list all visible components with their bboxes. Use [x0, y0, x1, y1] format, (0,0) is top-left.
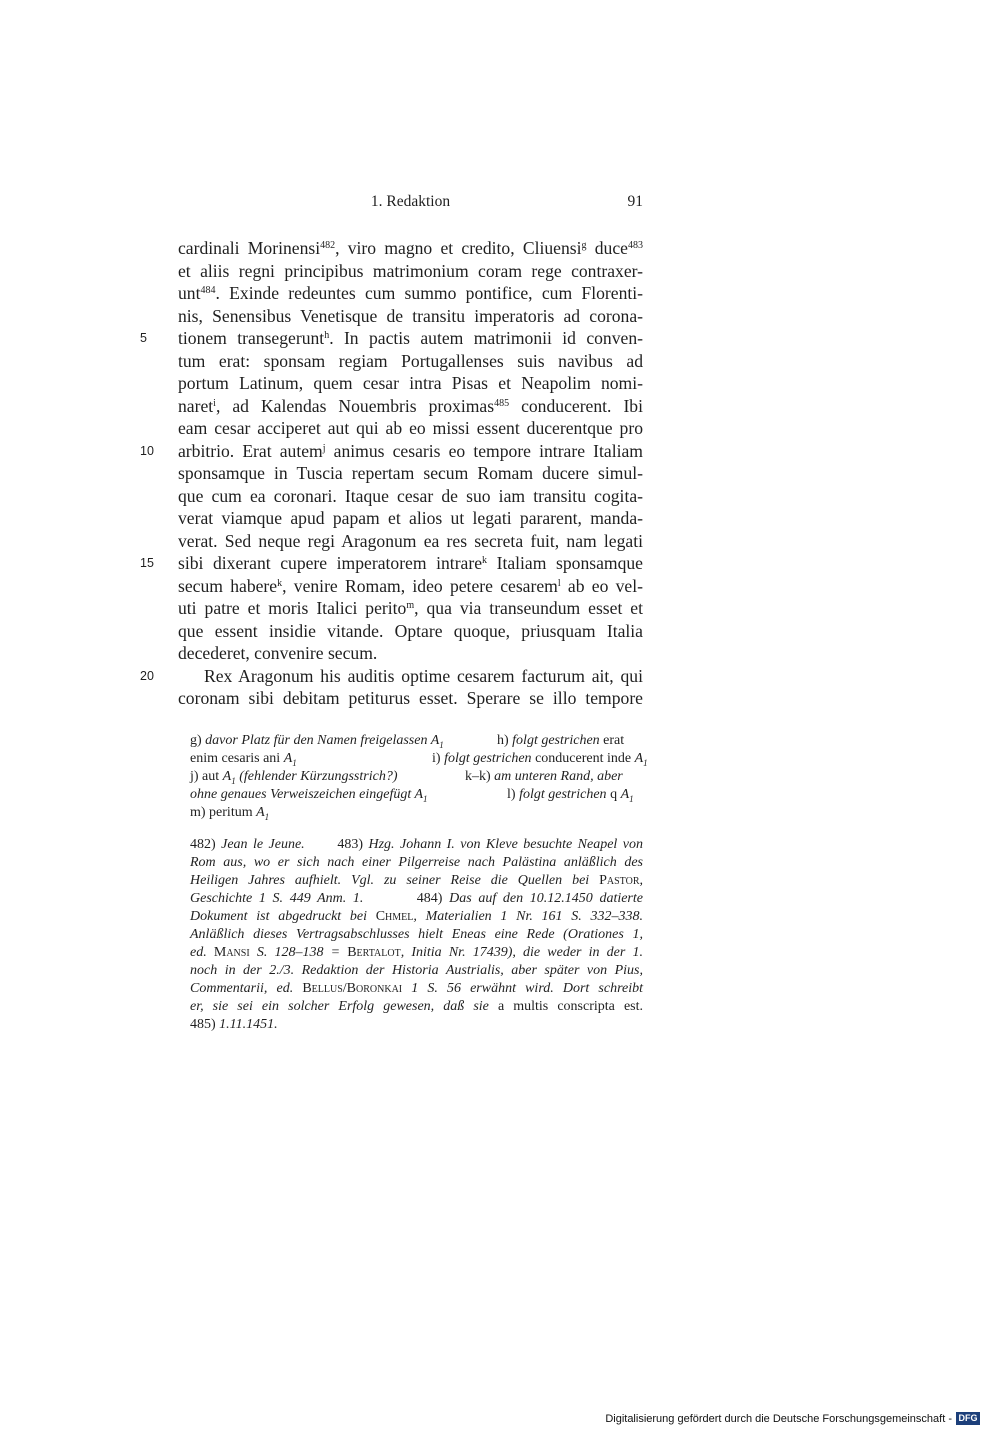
italic-run: ed. [190, 945, 214, 960]
line-number: 5 [140, 331, 147, 345]
manuscript-siglum-index: 1 [231, 775, 236, 786]
italic-run: Hzg. Johann I. von Kleve besuchte Neapel von [368, 837, 643, 852]
note-line [190, 836, 643, 854]
italic-run: 1 S. 56 erwähnt wird. Dort schreibt [402, 981, 644, 996]
text-run: sibi dixerant cupere imperatorem intrare [178, 553, 483, 573]
italic-run: Jean le Jeune. [221, 837, 305, 852]
manuscript-siglum-index: 1 [439, 739, 444, 750]
text-line [140, 440, 643, 463]
funding-text: Digitalisierung gefördert durch die Deutsche Forschungsgemeinschaft - [605, 1412, 952, 1425]
italic-run: A [620, 787, 630, 802]
text-run: tum erat: sponsam regiam Portugallenses suis navibus ad [178, 350, 643, 371]
italic-run: am unteren Rand, aber [494, 769, 623, 784]
italic-run: davor Platz für den Namen freigelassen A [205, 733, 440, 748]
manuscript-siglum-index: 1 [264, 811, 270, 822]
text-line [140, 327, 643, 350]
italic-run: , [639, 873, 643, 888]
italic-run: , Initia Nr. 17439), die weder in der 1. [400, 945, 643, 960]
running-header [178, 193, 643, 215]
text-line [178, 260, 643, 283]
note-line [190, 872, 643, 890]
text-run: uti patre et moris Italici perito [178, 598, 407, 618]
text-line [140, 552, 643, 575]
text-line [178, 417, 643, 440]
text-run: ab eo vel- [560, 575, 643, 596]
text-run: conducerent inde [531, 751, 635, 766]
note-marker: 483 [627, 240, 643, 251]
note-marker: k [277, 577, 283, 589]
text-run: j) aut [190, 769, 223, 784]
manuscript-siglum-index: 1 [423, 793, 428, 804]
text-run: et aliis regni principibus matrimonium coram rege contraxer- [178, 260, 643, 281]
italic-run: A [256, 805, 265, 820]
text-run: animus cesaris eo tempore intrare Italiam [325, 440, 643, 461]
text-line [178, 462, 643, 485]
italic-run: (fehlender Kürzungsstrich?) [235, 769, 398, 784]
commentary-notes [190, 836, 643, 1034]
text-line [178, 687, 643, 710]
note-marker: 485 [494, 397, 510, 409]
text-run: sponsamque in Tuscia repertam secum Romam ducere simul- [178, 463, 643, 483]
text-run: erat [599, 733, 625, 748]
note-line [190, 908, 643, 926]
author-name: Bellus/Boronkai [302, 981, 403, 996]
line-number: 20 [140, 668, 154, 683]
italic-run: ohne genaues Verweiszeichen eingefügt A [190, 787, 424, 802]
note-line [190, 962, 643, 980]
text-line [178, 372, 643, 395]
italic-run: Anläßlich dieses Vertragsabschlusses hielt Eneas eine Rede (Orationes 1, [190, 927, 643, 942]
text-run: enim cesaris ani [190, 751, 284, 766]
text-run: . In pactis autem matrimonii id conven- [329, 328, 643, 348]
apparatus-row [190, 732, 643, 750]
text-run: q [606, 787, 621, 802]
text-run: k–k) [465, 769, 495, 784]
text-run: l) [507, 787, 520, 802]
note-line [190, 944, 643, 962]
note-marker: i [213, 397, 216, 409]
italic-run: er, sie sei ein solcher Erfolg gewesen, daß sie [190, 999, 489, 1014]
italic-run: Dokument ist abgedruckt bei [190, 909, 376, 924]
apparatus-entry [465, 768, 623, 786]
note-line [190, 926, 643, 944]
text-run: secum habere [178, 575, 278, 596]
italic-run: Commentarii, ed. [190, 981, 303, 996]
text-run: m) peritum [190, 805, 257, 820]
italic-run: folgt gestrichen [512, 733, 600, 748]
text-line [178, 282, 643, 305]
italic-run: folgt gestrichen [444, 751, 532, 766]
text-run: naret [178, 395, 214, 416]
italic-run: Heiligen Jahres aufhielt. Vgl. zu seiner Reise die Quellen bei [190, 873, 600, 888]
apparatus-entry [190, 804, 269, 826]
text-line [178, 305, 643, 328]
line-number: 15 [140, 556, 154, 570]
note-line [190, 998, 643, 1016]
note-marker: h [324, 330, 330, 341]
text-line [178, 507, 643, 530]
note-marker: j [322, 442, 326, 454]
italic-run: A [634, 751, 644, 766]
text-run: que essent insidie vitande. Optare quoque, priusquam Italia [178, 620, 643, 641]
text-run: duce [586, 238, 628, 258]
italic-run: A [283, 751, 293, 766]
text-run: a multis conscripta est. [488, 999, 643, 1014]
text-run: , viro magno et credito, Cliuensi [335, 238, 582, 258]
italic-run: Das auf den 10.12.1450 datierte [449, 891, 643, 906]
note-marker: k [482, 555, 488, 566]
critical-apparatus [190, 732, 648, 822]
author-name: Mansi [213, 945, 250, 960]
text-run: h) [497, 733, 513, 748]
note-marker: g [581, 240, 587, 251]
text-run: arbitrio. Erat autem [178, 440, 323, 461]
text-run: verat. Sed neque regi Aragonum ea res secreta fuit, nam legati [178, 530, 643, 551]
note-line [190, 1016, 643, 1034]
text-run: Rex Aragonum his auditis optime cesarem facturum ait, qui [204, 665, 643, 686]
dfg-logo-icon: DFG [956, 1412, 980, 1425]
italic-run: S. 128–138 = [249, 945, 348, 960]
author-name: Pastor [599, 873, 640, 888]
line-number: 10 [140, 443, 154, 458]
note-marker: 482 [320, 240, 336, 251]
italic-run: Rom aus, wo er sich nach einer Pilgerreise nach Palästina anläßlich des [190, 855, 643, 870]
running-title: 1. Redaktion [370, 193, 451, 210]
text-run: 485) [190, 1017, 220, 1032]
text-line [178, 237, 643, 260]
author-name: Chmel [375, 909, 414, 924]
italic-run: Geschichte 1 S. 449 Anm. 1. [190, 891, 364, 906]
text-line [178, 395, 643, 418]
text-run: . Exinde redeuntes cum summo pontifice, cum Florenti- [215, 283, 643, 303]
text-line [178, 485, 643, 508]
apparatus-entry [497, 732, 624, 750]
funding-footer [605, 1412, 980, 1425]
text-run: nis, Senensibus Venetisque de transitu imperatoris ad corona- [178, 305, 643, 326]
note-line [190, 980, 643, 998]
manuscript-siglum-index: 1 [292, 757, 297, 768]
manuscript-siglum-index: 1 [629, 793, 634, 804]
text-line [178, 350, 643, 373]
italic-run: 1.11.1451. [219, 1017, 278, 1032]
text-run: portum Latinum, quem cesar intra Pisas et Neapolim nomi- [178, 373, 643, 393]
text-run: conducerent. Ibi [509, 395, 643, 416]
note-marker: m [406, 600, 415, 611]
page-number: 91 [627, 193, 643, 210]
italic-run: folgt gestrichen [519, 787, 607, 802]
italic-run: , Materialien 1 Nr. 161 S. 332–338. [413, 909, 643, 924]
text-run: eam cesar acciperet aut qui ab eo missi essent ducerentque pro [178, 418, 643, 438]
text-run: 484) [363, 891, 450, 906]
text-run: cardinali Morinensi [178, 238, 321, 258]
apparatus-row [190, 804, 643, 822]
italic-run: noch in der 2./3. Redaktion der Historia Austrialis, aber später von Pius, [190, 963, 643, 978]
manuscript-siglum-index: 1 [643, 757, 648, 768]
text-run: , qua via transeundum esset et [414, 598, 643, 618]
text-run: 483) [304, 837, 369, 852]
author-name: Bertalot [347, 945, 401, 960]
main-text-block [140, 237, 643, 710]
text-run: g) [190, 733, 206, 748]
text-run: coronam sibi debitam petiturus esset. Sperare se illo tempore [178, 688, 643, 708]
note-marker: 484 [200, 285, 216, 296]
text-run: 482) [190, 837, 222, 852]
note-line [190, 854, 643, 872]
note-marker: l [557, 577, 561, 589]
note-line [190, 890, 643, 908]
text-run: decederet, convenire secum. [178, 643, 378, 663]
apparatus-row [190, 768, 643, 786]
text-run: que cum ea coronari. Itaque cesar de suo iam transitu cogita- [178, 485, 643, 506]
text-line [178, 597, 643, 620]
italic-run: A [222, 769, 232, 784]
text-run: Italiam sponsamque [487, 553, 643, 573]
text-line [178, 530, 643, 553]
text-run: unt [178, 283, 201, 303]
text-run: verat viamque apud papam et alios ut legati pararent, manda- [178, 508, 643, 528]
text-run: tionem transegerunt [178, 328, 325, 348]
text-run: , ad Kalendas Nouembris proximas [215, 395, 495, 416]
text-line [178, 642, 643, 665]
text-line [178, 620, 643, 643]
text-run: i) [432, 751, 445, 766]
apparatus-row [190, 750, 648, 768]
apparatus-row [190, 786, 643, 804]
text-run: , venire Romam, ideo petere cesarem [282, 575, 558, 596]
text-line [178, 575, 643, 598]
text-line [140, 665, 643, 688]
